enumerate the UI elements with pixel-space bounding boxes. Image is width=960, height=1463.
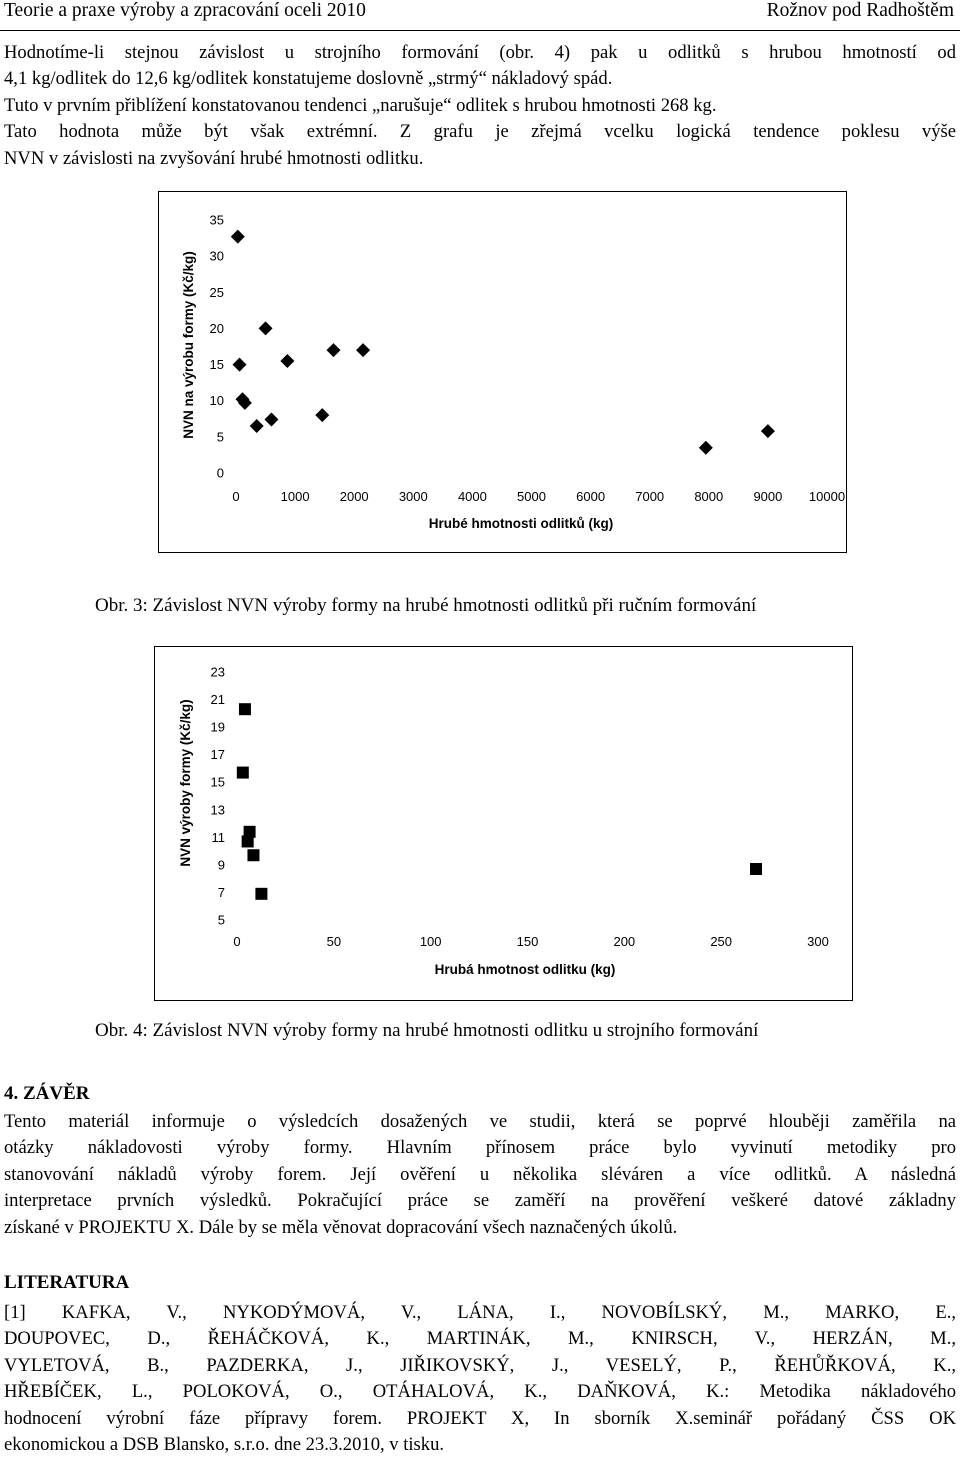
x-tick-label: 0 [233, 934, 241, 949]
conclusion-line: Tento materiál informuje o výsledcích dosažených ve studii, která se poprvé hlouběji zaměřila na [4, 1111, 956, 1132]
y-tick-label: 5 [217, 912, 225, 928]
y-tick-label: 15 [210, 774, 225, 790]
y-tick-label: 21 [210, 692, 225, 708]
y-tick-label: 7 [217, 884, 225, 900]
intro-line: 4,1 kg/odlitek do 12,6 kg/odlitek konstatujeme doslovně „strmý“ nákladový spád. [4, 68, 613, 90]
x-tick-label: 0 [232, 489, 240, 504]
y-tick-label: 5 [216, 429, 224, 445]
x-tick-label: 8000 [694, 489, 724, 504]
intro-line: Hodnotíme-li stejnou závislost u strojního formování (obr. 4) pak u odlitků s hrubou hmotností od [4, 42, 956, 63]
conclusion-line: stanovování nákladů výroby forem. Její ověření u několika sléváren a více odlitků. A následná [4, 1163, 956, 1185]
figure-4-caption: Obr. 4: Závislost NVN výroby formy na hrubé hmotnosti odlitku u strojního formování [95, 1020, 759, 1041]
x-tick-label: 1000 [280, 489, 310, 504]
chart-machine-molding [154, 646, 853, 1001]
data-point-diamond [280, 354, 294, 368]
data-point-square [242, 835, 254, 847]
conclusion-paragraph [4, 1109, 956, 1241]
x-tick-label: 7000 [635, 489, 665, 504]
x-tick-label: 4000 [457, 489, 487, 504]
x-tick-label: 300 [807, 934, 829, 949]
data-point-square [247, 849, 259, 861]
intro-line: Tato hodnota může být však extrémní. Z grafu je zřejmá vcelku logická tendence poklesu výše [4, 121, 956, 143]
data-point-diamond [761, 424, 775, 438]
x-tick-label: 6000 [576, 489, 606, 504]
x-tick-label: 3000 [398, 489, 428, 504]
chart-manual-molding-plot [159, 192, 846, 552]
conclusion-line: otázky nákladovosti výroby formy. Hlavním přínosem práce bylo vyvinutí metodiky pro [4, 1137, 956, 1159]
y-axis-label: NVN výroby formy (Kč/kg) [178, 699, 193, 867]
data-point-diamond [356, 343, 370, 357]
header-location: Rožnov pod Radhoštěm [766, 0, 954, 21]
literature-heading: LITERATURA [4, 1272, 130, 1293]
chart-manual-molding [158, 191, 847, 553]
x-tick-label: 250 [710, 934, 733, 949]
y-axis-label: NVN na výrobu formy (Kč/kg) [181, 251, 196, 439]
y-tick-label: 20 [209, 320, 224, 336]
reference-line: VYLETOVÁ, B., PAZDERKA, J., JIŘIKOVSKÝ, J., VESELÝ, P., ŘEHŮŘKOVÁ, K., [4, 1354, 956, 1376]
x-axis-label: Hrubá hmotnost odlitku (kg) [434, 962, 616, 977]
data-point-diamond [699, 441, 713, 455]
reference-line: [1] KAFKA, V., NYKODÝMOVÁ, V., LÁNA, I., NOVOBÍLSKÝ, M., MARKO, E., [4, 1302, 956, 1323]
data-point-diamond [259, 321, 273, 335]
conclusion-line: získané v PROJEKTU X. Dále by se měla věnovat dopracování všech naznačených úkolů. [4, 1216, 678, 1238]
reference-line: hodnocení výrobní fáze přípravy forem. PROJEKT X, In sborník X.seminář pořádaný ČSS OK [4, 1407, 956, 1429]
reference-line: HŘEBÍČEK, L., POLOKOVÁ, O., OTÁHALOVÁ, K., DAŇKOVÁ, K.: Metodika nákladového [4, 1381, 956, 1403]
conclusion-line: interpretace prvních výsledků. Pokračující práce se zaměří na prověření veškeré datové základny [4, 1190, 956, 1212]
x-tick-label: 150 [516, 934, 539, 949]
x-tick-label: 50 [326, 934, 342, 949]
data-point-square [255, 888, 267, 900]
intro-line: NVN v závislosti na zvyšování hrubé hmotnosti odlitku. [4, 147, 424, 169]
data-point-square [239, 703, 251, 715]
intro-paragraph [4, 40, 956, 172]
x-tick-label: 2000 [339, 489, 369, 504]
header-conference-title: Teorie a praxe výroby a zpracování oceli 2010 [4, 0, 366, 21]
data-point-diamond [315, 408, 329, 422]
y-tick-label: 0 [216, 465, 224, 481]
x-axis-label: Hrubé hmotnosti odlitků (kg) [428, 516, 614, 531]
data-point-diamond [327, 343, 341, 357]
y-tick-label: 23 [210, 664, 225, 680]
literature-list [4, 1300, 956, 1458]
x-tick-label: 10000 [808, 489, 846, 504]
x-tick-label: 200 [613, 934, 636, 949]
data-point-diamond [250, 419, 264, 433]
x-tick-label: 100 [419, 934, 442, 949]
y-tick-label: 25 [209, 284, 224, 300]
chart-machine-molding-plot [155, 647, 852, 1000]
page-header [0, 0, 960, 31]
data-point-square [750, 863, 762, 875]
x-tick-label: 9000 [753, 489, 783, 504]
intro-line: Tuto v prvním přiblížení konstatovanou tendenci „narušuje“ odlitek s hrubou hmotnosti 268 kg. [4, 94, 717, 116]
y-tick-label: 15 [209, 357, 224, 373]
conclusion-heading: 4. ZÁVĚR [4, 1083, 90, 1104]
y-tick-label: 13 [210, 802, 225, 818]
y-tick-label: 11 [211, 829, 225, 845]
data-point-square [237, 767, 249, 779]
data-point-diamond [233, 358, 247, 372]
y-tick-label: 30 [209, 248, 224, 264]
y-tick-label: 10 [209, 393, 224, 409]
reference-line: ekonomickou a DSB Blansko, s.r.o. dne 23.3.2010, v tisku. [4, 1434, 445, 1456]
y-tick-label: 19 [210, 719, 225, 735]
data-point-diamond [231, 230, 245, 244]
figure-3-caption: Obr. 3: Závislost NVN výroby formy na hrubé hmotnosti odlitků při ručním formování [95, 595, 757, 616]
x-tick-label: 5000 [517, 489, 546, 504]
y-tick-label: 9 [217, 857, 225, 873]
data-point-diamond [264, 413, 278, 427]
y-tick-label: 35 [209, 212, 224, 228]
reference-line: DOUPOVEC, D., ŘEHÁČKOVÁ, K., MARTINÁK, M., KNIRSCH, V., HERZÁN, M., [4, 1328, 956, 1350]
y-tick-label: 17 [210, 747, 225, 763]
